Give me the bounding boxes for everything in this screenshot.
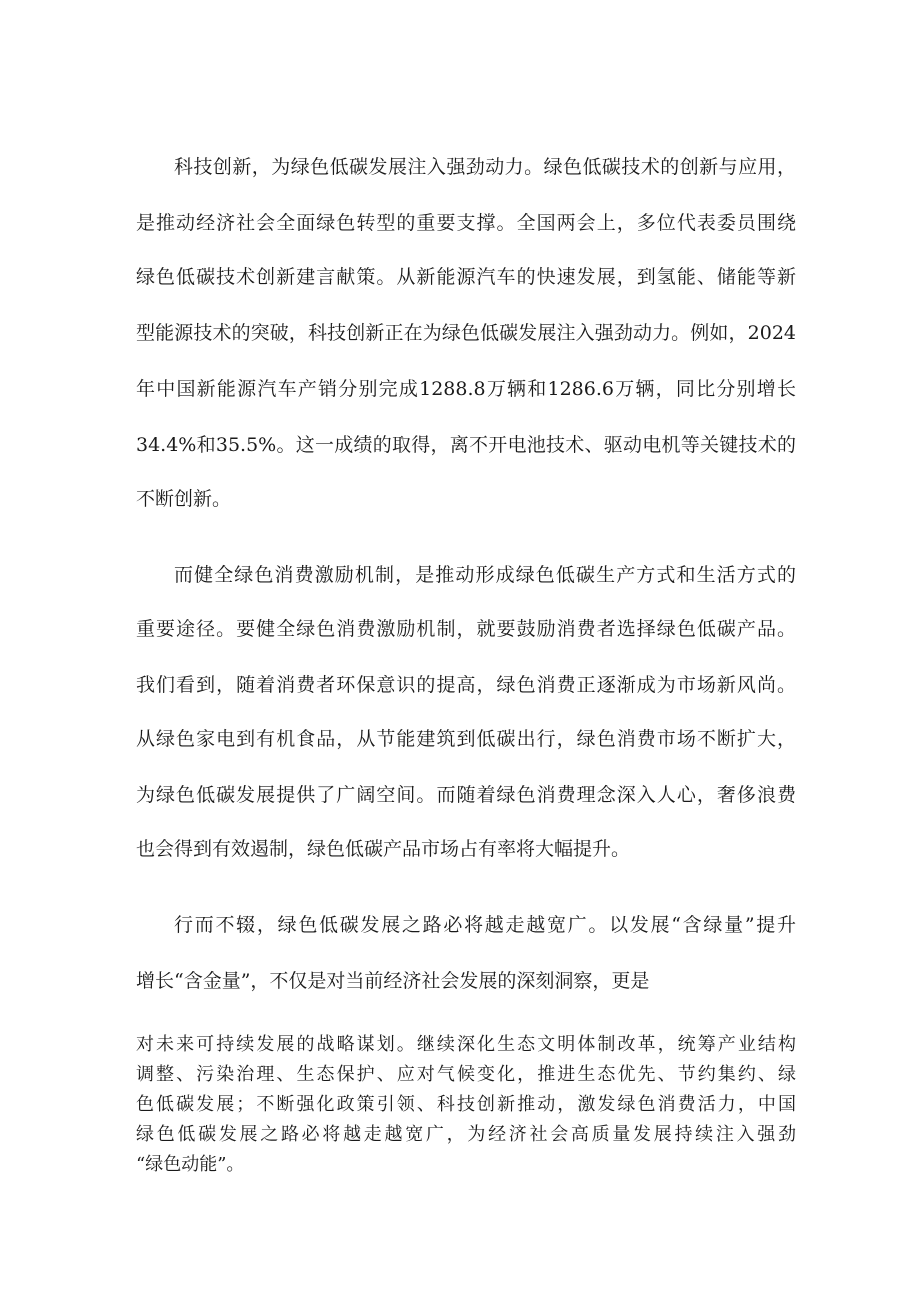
- paragraph-4-line-2: 调整、污染治理、生态保护、应对气候变化，推进生态优先、节约集约、绿: [136, 1064, 796, 1085]
- paragraph-4-line-5: “绿色动能”。: [136, 1154, 245, 1175]
- paragraph-2-line-2: 重要途径。要健全绿色消费激励机制，就要鼓励消费者选择绿色低碳产品。: [136, 618, 796, 640]
- paragraph-4-line-3: 色低碳发展；不断强化政策引领、科技创新推动，激发绿色消费活力，中国: [136, 1094, 796, 1115]
- paragraph-1-line-6: 34.4%和35.5%。这一成绩的取得，离不开电池技术、驱动电机等关键技术的: [136, 434, 796, 456]
- paragraph-2-line-1: 而健全绿色消费激励机制，是推动形成绿色低碳生产方式和生活方式的: [174, 564, 796, 586]
- paragraph-3-line-2: 增长“含金量”，不仅是对当前经济社会发展的深刻洞察，更是: [136, 970, 650, 992]
- paragraph-2-line-4: 从绿色家电到有机食品，从节能建筑到低碳出行，绿色消费市场不断扩大，: [136, 728, 796, 750]
- paragraph-4-line-4: 绿色低碳发展之路必将越走越宽广，为经济社会高质量发展持续注入强劲: [136, 1124, 796, 1145]
- paragraph-1-line-3: 绿色低碳技术创新建言献策。从新能源汽车的快速发展，到氢能、储能等新: [136, 266, 796, 288]
- paragraph-3-line-1: 行而不辍，绿色低碳发展之路必将越走越宽广。以发展“含绿量”提升: [174, 914, 796, 936]
- paragraph-4-line-1: 对未来可持续发展的战略谋划。继续深化生态文明体制改革，统筹产业结构: [136, 1034, 796, 1055]
- paragraph-2-line-6: 也会得到有效遏制，绿色低碳产品市场占有率将大幅提升。: [136, 838, 631, 860]
- paragraph-1-line-7: 不断创新。: [136, 488, 232, 510]
- paragraph-2-line-5: 为绿色低碳发展提供了广阔空间。而随着绿色消费理念深入人心，奢侈浪费: [136, 784, 796, 806]
- paragraph-1-line-1: 科技创新，为绿色低碳发展注入强劲动力。绿色低碳技术的创新与应用，: [174, 156, 796, 178]
- paragraph-1-line-5: 年中国新能源汽车产销分别完成1288.8万辆和1286.6万辆，同比分别增长: [136, 378, 796, 400]
- paragraph-1-line-4: 型能源技术的突破，科技创新正在为绿色低碳发展注入强劲动力。例如，2024: [136, 322, 796, 344]
- paragraph-2-line-3: 我们看到，随着消费者环保意识的提高，绿色消费正逐渐成为市场新风尚。: [136, 674, 796, 696]
- paragraph-1-line-2: 是推动经济社会全面绿色转型的重要支撑。全国两会上，多位代表委员围绕: [136, 212, 796, 234]
